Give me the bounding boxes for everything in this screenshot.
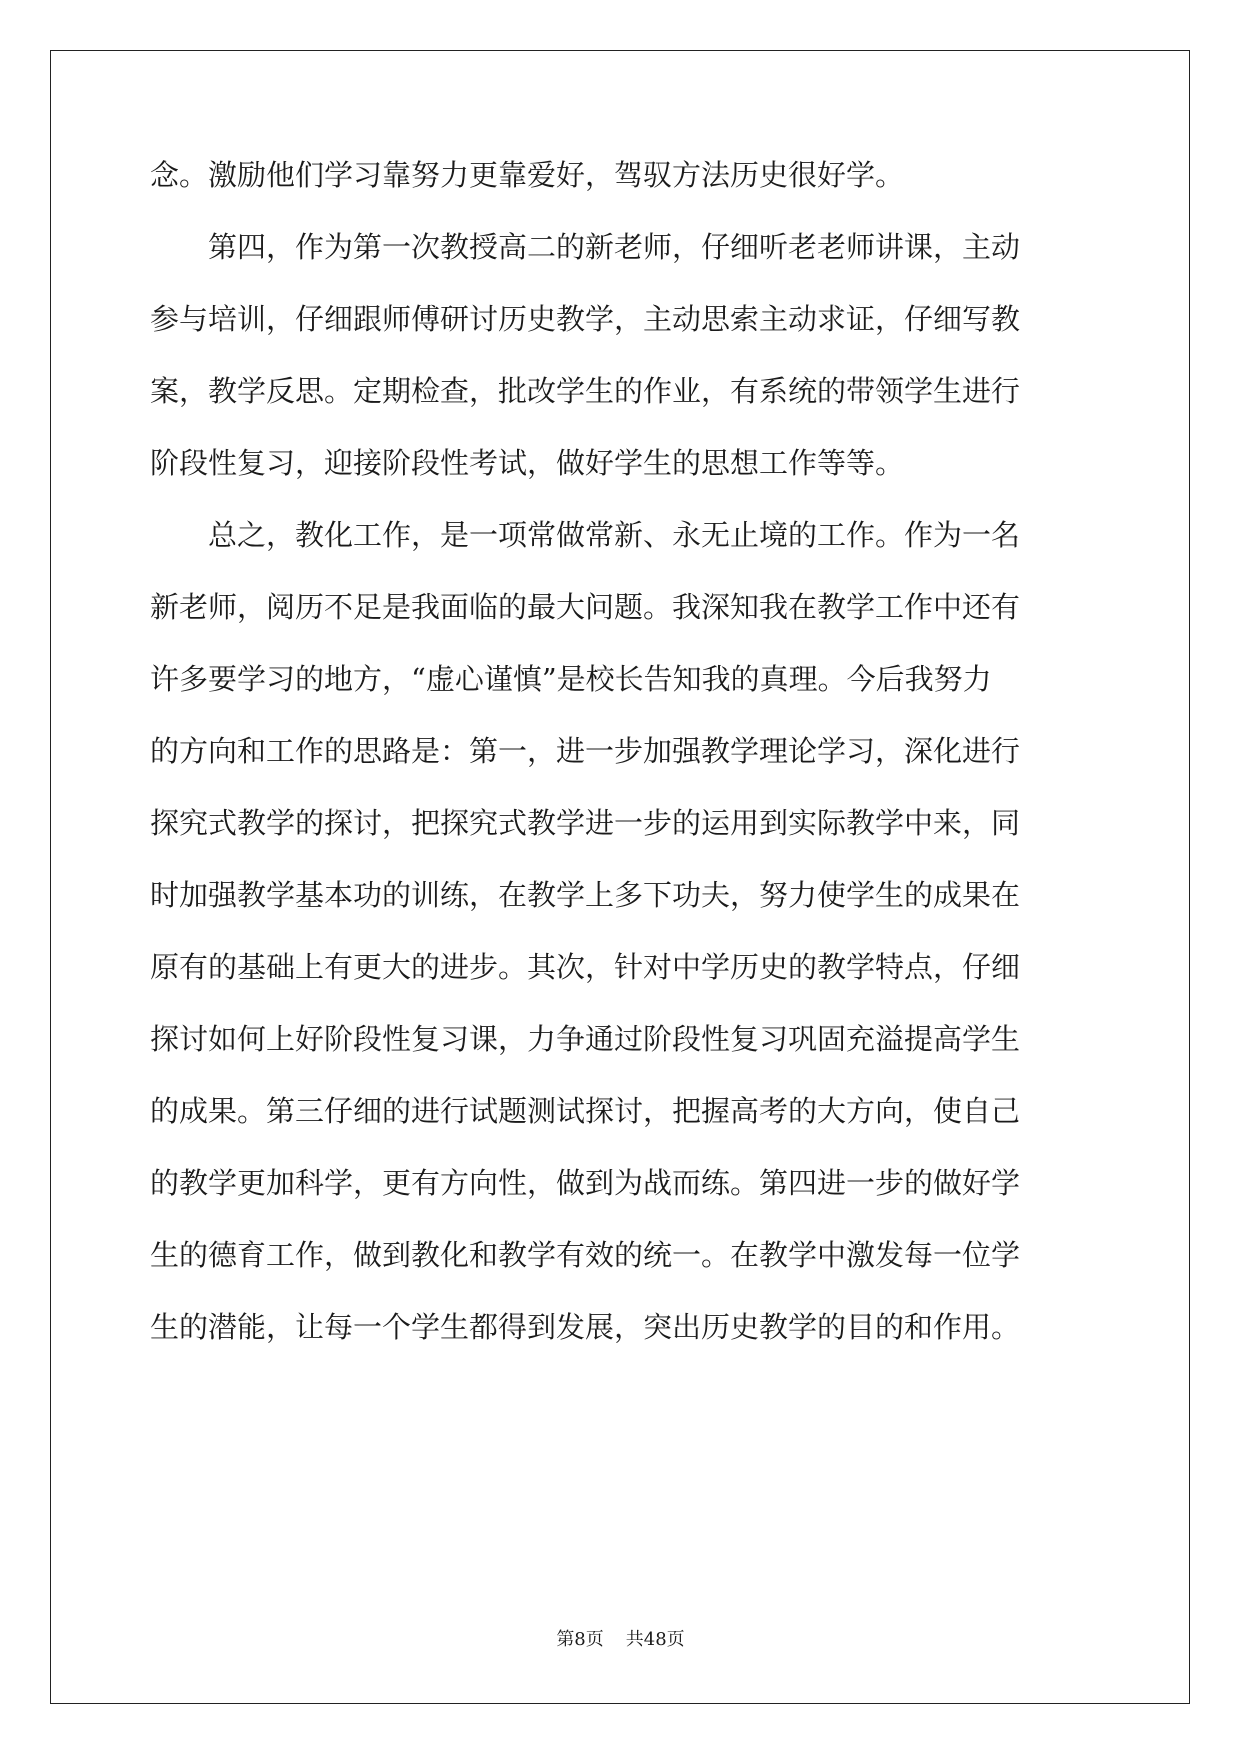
text-line: 参与培训，仔细跟师傅研讨历史教学，主动思索主动求证，仔细写教 xyxy=(150,302,1021,336)
text-line: 的成果。第三仔细的进行试题测试探讨，把握高考的大方向，使自己 xyxy=(150,1094,1021,1128)
page-footer xyxy=(0,1628,1241,1652)
text-line: 案，教学反思。定期检查，批改学生的作业，有系统的带领学生进行 xyxy=(150,374,1021,408)
page-total: 共48页 xyxy=(625,1629,685,1650)
text-line: 原有的基础上有更大的进步。其次，针对中学历史的教学特点，仔细 xyxy=(150,950,1021,984)
text-line: 生的潜能，让每一个学生都得到发展，突出历史教学的目的和作用。 xyxy=(150,1310,1021,1344)
text-line: 时加强教学基本功的训练，在教学上多下功夫，努力使学生的成果在 xyxy=(150,878,1021,912)
text-line: 的方向和工作的思路是：第一，进一步加强教学理论学习，深化进行 xyxy=(150,734,1021,768)
text-line: 许多要学习的地方，“虚心谨慎”是校长告知我的真理。今后我努力 xyxy=(150,662,992,696)
text-line: 总之，教化工作，是一项常做常新、永无止境的工作。作为一名 xyxy=(150,518,1021,552)
text-line: 探究式教学的探讨，把探究式教学进一步的运用到实际教学中来，同 xyxy=(150,806,1021,840)
page-number: 第8页 xyxy=(556,1629,604,1650)
text-line: 阶段性复习，迎接阶段性考试，做好学生的思想工作等等。 xyxy=(150,446,905,480)
text-line: 新老师，阅历不足是我面临的最大问题。我深知我在教学工作中还有 xyxy=(150,590,1021,624)
text-line: 的教学更加科学，更有方向性，做到为战而练。第四进一步的做好学 xyxy=(150,1166,1021,1200)
text-line: 生的德育工作，做到教化和教学有效的统一。在教学中激发每一位学 xyxy=(150,1238,1021,1272)
text-line: 念。激励他们学习靠努力更靠爱好，驾驭方法历史很好学。 xyxy=(150,158,905,192)
text-line: 探讨如何上好阶段性复习课，力争通过阶段性复习巩固充溢提高学生 xyxy=(150,1022,1021,1056)
text-line: 第四，作为第一次教授高二的新老师，仔细听老老师讲课，主动 xyxy=(150,230,1021,264)
